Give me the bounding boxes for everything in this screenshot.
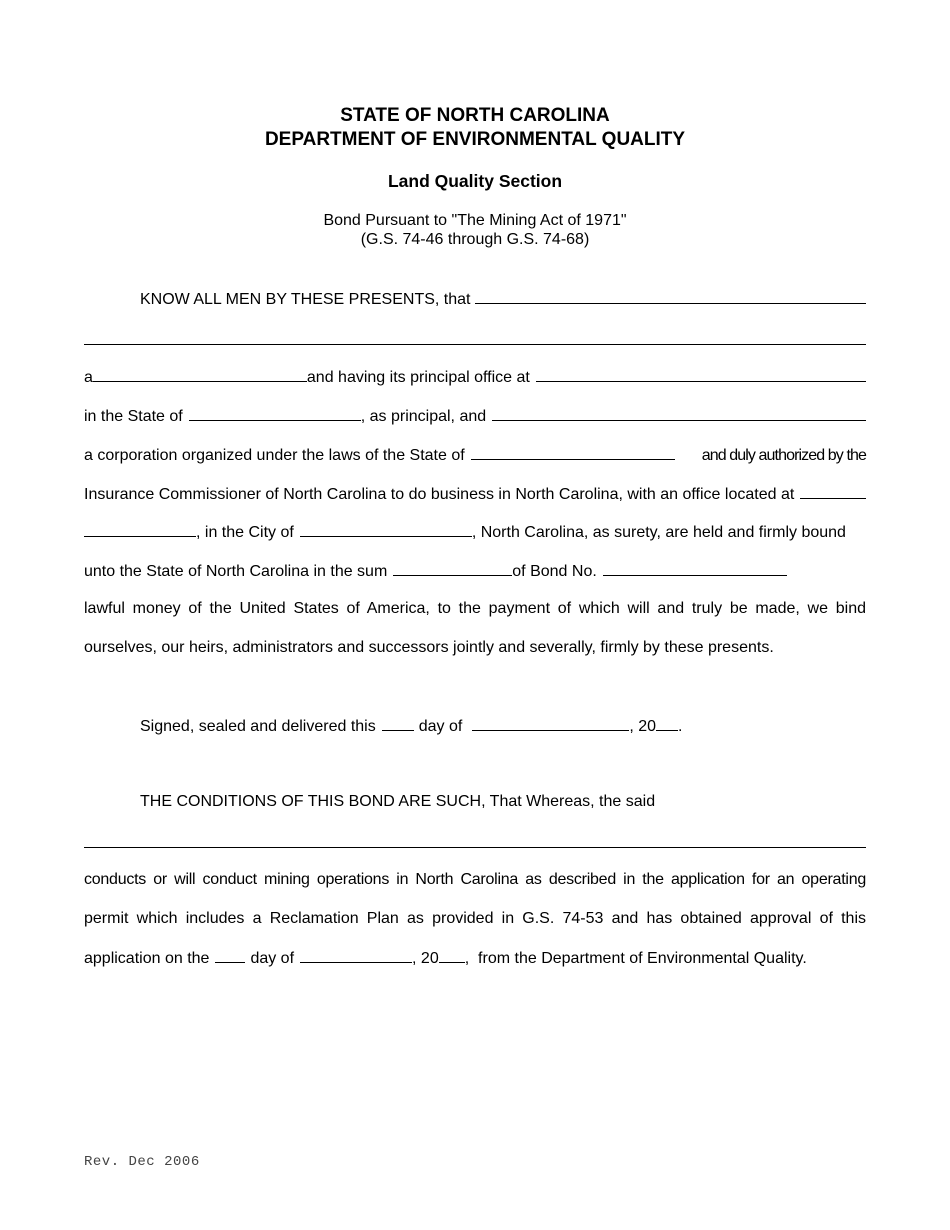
state-text: in the State of: [84, 408, 183, 425]
surety-state-line: [84, 444, 866, 466]
sum-text: unto the State of North Carolina in the sum: [84, 563, 388, 580]
bond-no-text: of Bond No.: [512, 563, 597, 580]
presents-text: KNOW ALL MEN BY THESE PRESENTS, that: [140, 291, 471, 308]
signed-day-of-text: day of: [418, 718, 463, 735]
approval-month-blank[interactable]: [300, 947, 412, 963]
surety-office-blank-2[interactable]: [84, 521, 196, 537]
said-principal-blank[interactable]: [84, 847, 866, 848]
signed-day-blank[interactable]: [382, 715, 414, 731]
conditions-line: THE CONDITIONS OF THIS BOND ARE SUCH, That Whereas, the said: [140, 793, 656, 810]
approval-line: [84, 947, 866, 969]
principal-office-text: and having its principal office at: [306, 369, 530, 386]
signed-line: [140, 715, 682, 737]
article-text: a: [84, 369, 93, 386]
signed-year-blank[interactable]: [656, 715, 678, 731]
principal-type-line: [84, 366, 866, 388]
bond-subtitle: [0, 211, 950, 249]
insurance-text: Insurance Commissioner of North Carolina to do business in North Carolina, with an office located at: [84, 486, 795, 503]
subtitle-statutes: (G.S. 74-46 through G.S. 74-68): [360, 231, 590, 248]
ourselves-line: ourselves, our heirs, administrators and successors jointly and severally, firmly by these presents.: [84, 639, 774, 656]
revision-note: Rev. Dec 2006: [84, 1154, 200, 1170]
bond-sum-blank[interactable]: [393, 560, 512, 576]
authorized-text: and duly authorized by the: [701, 447, 866, 464]
bond-number-blank[interactable]: [603, 560, 787, 576]
surety-held-text: , North Carolina, as surety, are held and firmly bound: [471, 524, 846, 541]
approval-year-prefix: , 20: [412, 950, 439, 967]
presents-line: [140, 288, 866, 310]
document-title: [0, 104, 950, 152]
subtitle-act: Bond Pursuant to "The Mining Act of 1971": [323, 212, 627, 229]
surety-state-blank[interactable]: [471, 444, 675, 460]
insurance-line: [84, 483, 866, 505]
principal-state-line: [84, 405, 866, 427]
principal-office-blank[interactable]: [536, 366, 866, 382]
corporation-text: a corporation organized under the laws of the State of: [84, 447, 465, 464]
signed-year-prefix: , 20: [629, 718, 656, 735]
approval-year-blank[interactable]: [439, 947, 465, 963]
lawful-money-line: lawful money of the United States of America, to the payment of which will and truly be made, we bind: [84, 600, 866, 617]
conditions-text-1: conducts or will conduct mining operations in North Carolina as described in the application for an operating: [84, 871, 866, 888]
approval-text: application on the: [84, 950, 210, 967]
surety-office-blank[interactable]: [800, 483, 866, 499]
city-text: , in the City of: [196, 524, 294, 541]
principal-state-blank[interactable]: [189, 405, 361, 421]
as-principal-text: , as principal, and: [360, 408, 487, 425]
surety-city-line: [84, 521, 866, 543]
principal-name-blank[interactable]: [475, 288, 866, 304]
conditions-text-2: permit which includes a Reclamation Plan as provided in G.S. 74-53 and has obtained approval of this: [84, 910, 866, 927]
signed-period: .: [678, 718, 683, 735]
signed-text: Signed, sealed and delivered this: [140, 718, 376, 735]
entity-type-blank[interactable]: [93, 366, 307, 382]
surety-name-blank[interactable]: [492, 405, 866, 421]
approval-day-blank[interactable]: [215, 947, 245, 963]
title-department: DEPARTMENT OF ENVIRONMENTAL QUALITY: [264, 129, 686, 150]
surety-city-blank[interactable]: [300, 521, 472, 537]
title-state: STATE OF NORTH CAROLINA: [340, 105, 610, 126]
approval-day-of-text: day of: [250, 950, 295, 967]
sum-line: [84, 560, 866, 582]
signed-month-blank[interactable]: [472, 715, 629, 731]
section-title: Land Quality Section: [387, 171, 563, 191]
principal-name-blank-2[interactable]: [84, 344, 866, 345]
department-text: , from the Department of Environmental Quality.: [464, 950, 807, 967]
